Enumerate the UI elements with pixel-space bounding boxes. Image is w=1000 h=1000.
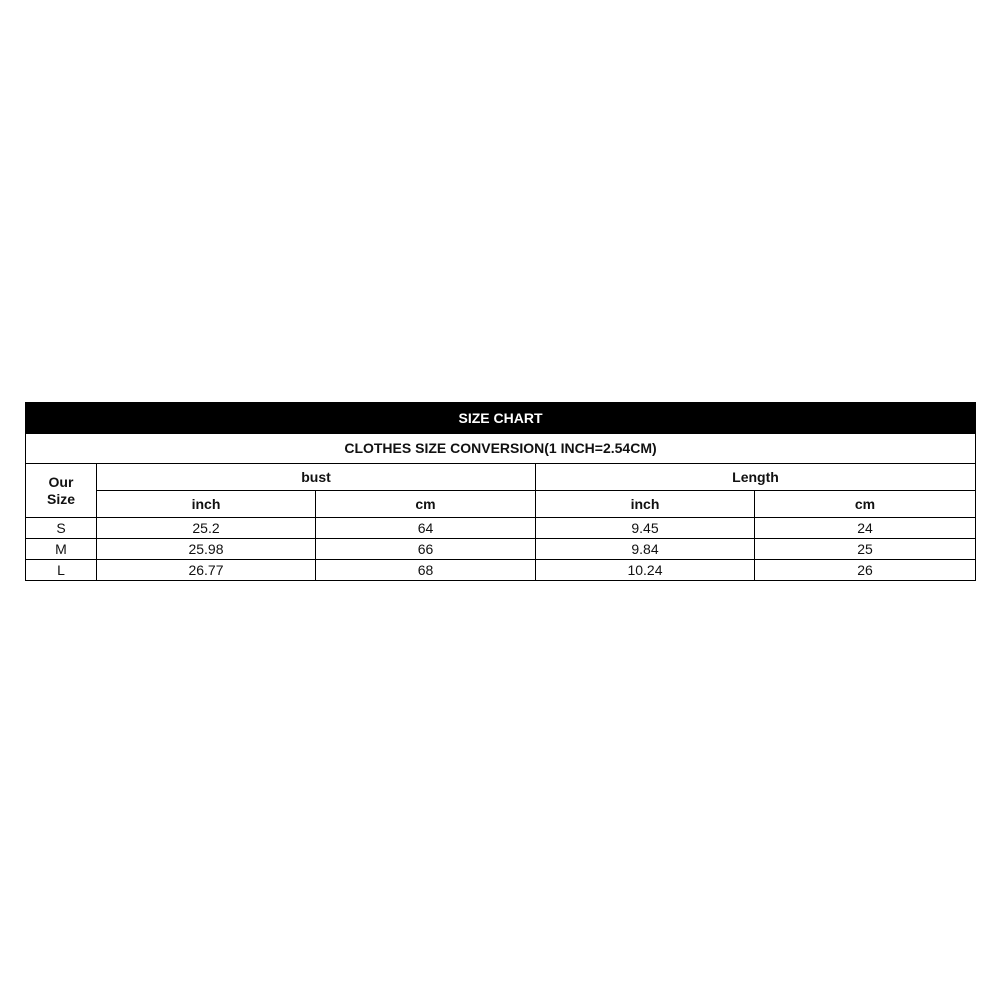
group-header-row (26, 464, 976, 491)
length-cm-cell: 26 (755, 560, 976, 581)
table-subtitle: CLOTHES SIZE CONVERSION(1 INCH=2.54CM) (26, 434, 976, 464)
subtitle-row (26, 434, 976, 464)
bust-cm-header: cm (316, 491, 536, 518)
bust-inch-cell: 25.98 (97, 539, 316, 560)
length-inch-cell: 9.84 (536, 539, 755, 560)
length-inch-cell: 10.24 (536, 560, 755, 581)
our-size-label-line1: Our (48, 473, 74, 490)
bust-inch-header: inch (97, 491, 316, 518)
bust-inch-cell: 25.2 (97, 518, 316, 539)
length-inch-cell: 9.45 (536, 518, 755, 539)
size-cell: M (26, 539, 97, 560)
length-cm-cell: 24 (755, 518, 976, 539)
unit-header-row (26, 491, 976, 518)
table-row (26, 560, 976, 581)
our-size-label-line2: Size (46, 490, 75, 507)
bust-inch-cell: 26.77 (97, 560, 316, 581)
bust-group-header: bust (97, 464, 536, 491)
our-size-header (26, 464, 97, 518)
bust-cm-cell: 64 (316, 518, 536, 539)
size-cell: L (26, 560, 97, 581)
length-group-header: Length (536, 464, 976, 491)
table-title: SIZE CHART (26, 403, 976, 434)
size-chart-table (25, 402, 976, 581)
length-inch-header: inch (536, 491, 755, 518)
length-cm-header: cm (755, 491, 976, 518)
bust-cm-cell: 68 (316, 560, 536, 581)
table-row (26, 539, 976, 560)
bust-cm-cell: 66 (316, 539, 536, 560)
length-cm-cell: 25 (755, 539, 976, 560)
title-row (26, 403, 976, 434)
size-cell: S (26, 518, 97, 539)
table-row (26, 518, 976, 539)
